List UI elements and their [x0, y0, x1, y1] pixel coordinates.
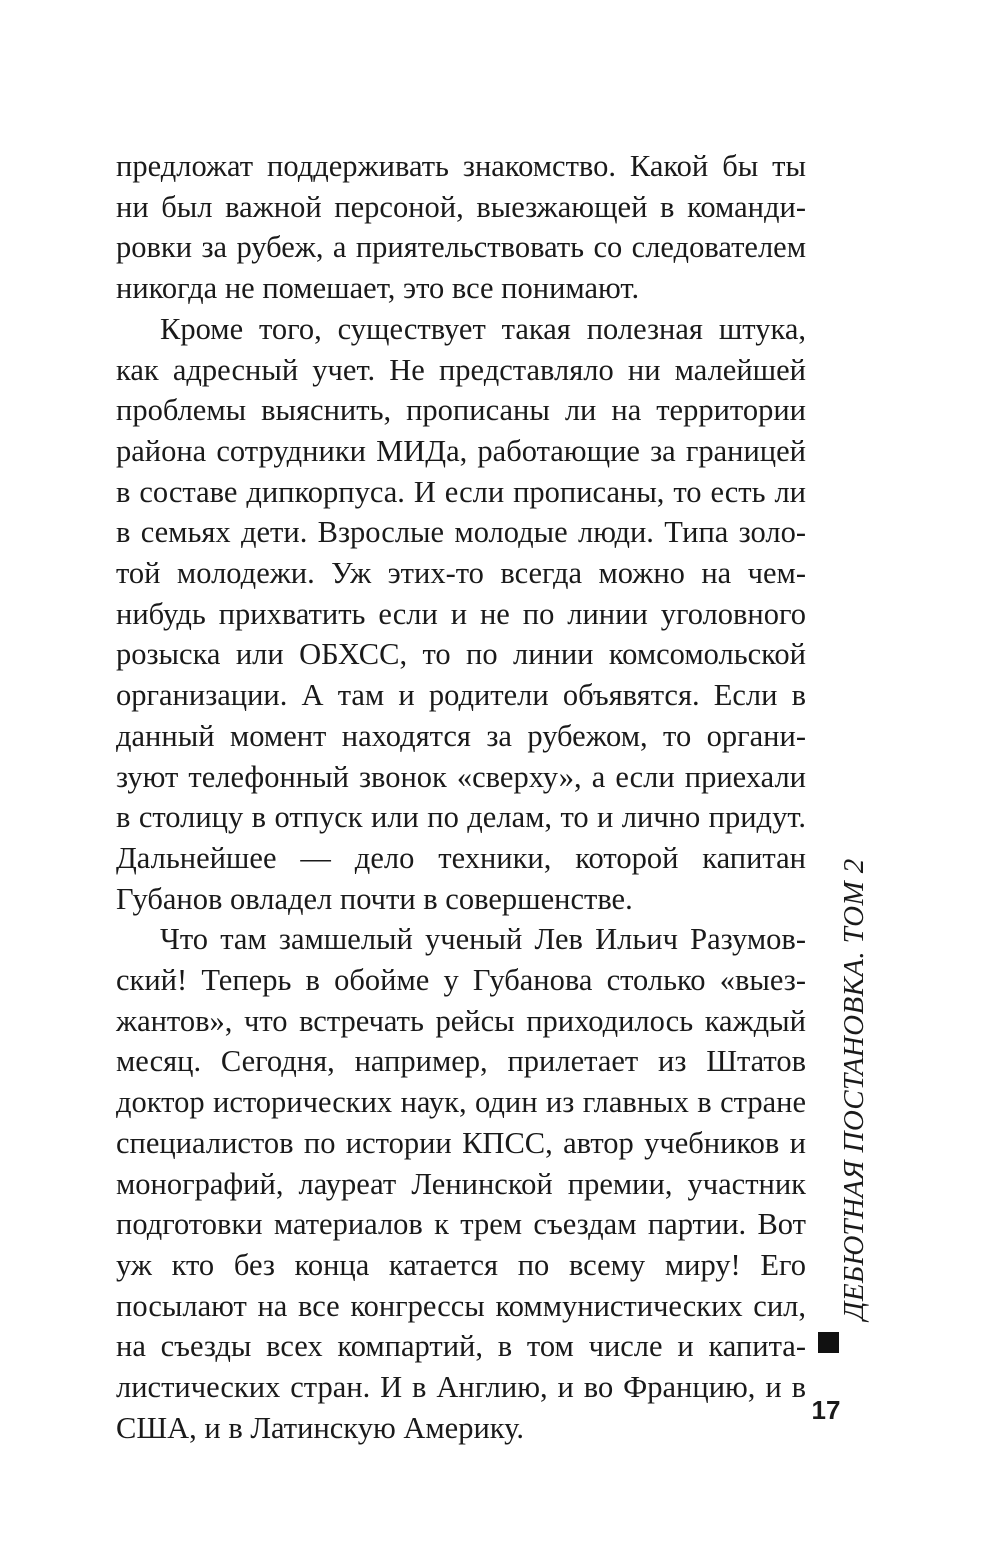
paragraph-2: Кроме того, существует такая полезная штука, как адресный учет. Не представляло ни малейшей проблемы выяснить, прописаны ли на территории района сотрудники МИДа, работающие за границей в составе дипкорпуса. И если прописаны, то есть ли в семьях дети. Взрослые молодые люди. Типа золотой молодежи. Уж этих-то всегда можно на чем-нибудь прихватить если и не по линии уголовного розыска или ОБХСС, то по линии комсомольской организации. А там и родители объявятся. Если в данный момент находятся за рубежом, то организуют телефонный звонок «сверху», а если приехали в столицу в отпуск или по делам, то и лично придут. Дальнейшее — дело техники, которой капитан Губанов овладел почти в совершенстве.: [116, 311, 806, 916]
paragraph-3: Что там замшелый ученый Лев Ильич Разумовский! Теперь в обойме у Губанова столько «выезжантов», что встречать рейсы приходилось каждый месяц. Сегодня, например, прилетает из Штатов доктор исторических наук, один из главных в стране специалистов по истории КПСС, автор учебников и монографий, лауреат Ленинской премии, участник подготовки материалов к трем съездам партии. Вот уж кто без конца катается по всему миру! Его посылают на все конгрессы коммунистических сил, на съезды всех компартий, в том числе и капиталистических стран. И в Англию, и во Францию, и в США, и в Латинскую Америку.: [116, 922, 806, 1445]
paragraph-1: предложат поддерживать знакомство. Какой бы ты ни был важной персоной, выезжающей в командировки за рубеж, а приятельствовать со следователем никогда не помешает, это все понимают.: [116, 149, 806, 306]
square-marker-icon: [818, 1332, 839, 1353]
main-text: [116, 146, 806, 1449]
running-head: ДЕБЮТНАЯ ПОСТАНОВКА. ТОМ 2: [838, 858, 870, 1320]
page-number: 17: [811, 1395, 841, 1425]
